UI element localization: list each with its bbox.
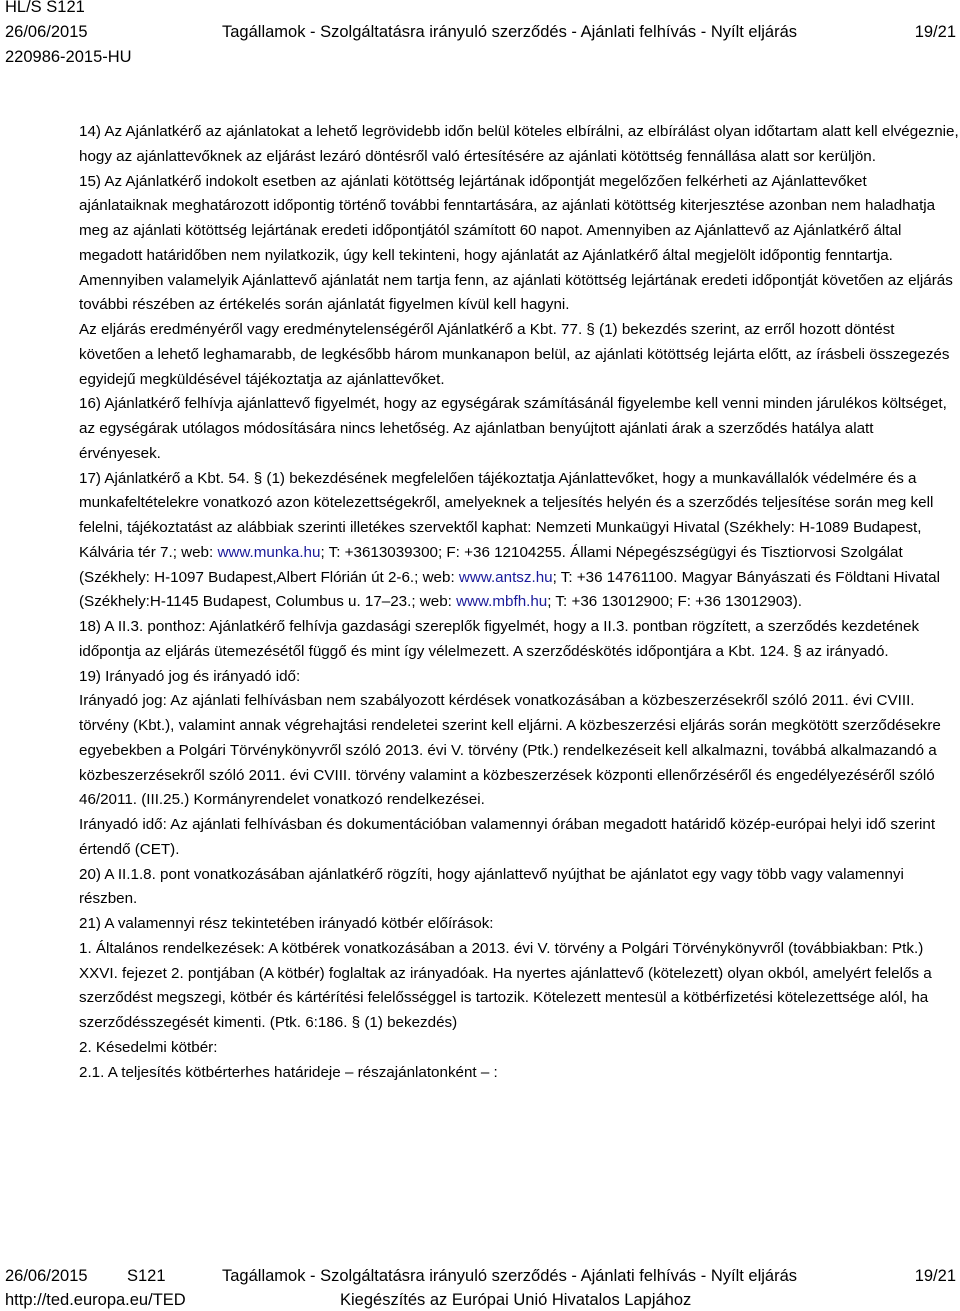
header-title: Tagállamok - Szolgáltatásra irányuló szerződés - Ajánlati felhívás - Nyílt eljárás [222, 23, 798, 41]
footer-series: S121 [127, 1267, 166, 1285]
paragraph-19-heading: 19) Irányadó jog és irányadó idő: [79, 667, 301, 685]
link-munka[interactable]: www.munka.hu [217, 543, 321, 561]
paragraph-17-text-4: ; T: +36 13012900; F: +36 13012903). [547, 593, 803, 611]
paragraph-19-law: Irányadó jog: Az ajánlati felhívásban nem szabályozott kérdések vonatkozásában a közbeszerzésekről szóló 2011. évi CVIII. törvény (Kbt.), valamint annak végrehajtási rendeletei szerint kell eljárni. A közbeszerzési eljárás során megkötött szerződésekre egyebekben a Polgári Törvénykönyvről szóló 2013. évi V. törvény (Ptk.) rendelkezéseit kell alkalmazni, továbbá alkalmazandó a közbeszerzésekről szóló 2011. évi CVIII. törvény valamint a közbeszerzések központi ellenőrzéséről és engedélyezéséről szóló 46/2011. (III.25.) Kormányrendelet vonatkozó rendelkezései. [79, 692, 941, 809]
document-body [79, 120, 959, 1085]
paragraph-19-time: Irányadó idő: Az ajánlati felhívásban és dokumentációban valamennyi órában megadott határidő közép-európai helyi idő szerint értendő (CET). [79, 816, 936, 858]
footer-publisher: Kiegészítés az Európai Unió Hivatalos Lapjához [340, 1291, 692, 1309]
paragraph-21-delay-heading: 2. Késedelmi kötbér: [79, 1038, 218, 1056]
paragraph-21-general: 1. Általános rendelkezések: A kötbérek vonatkozásában a 2013. évi V. törvény a Polgári Törvénykönyvről (továbbiakban: Ptk.) XXVI. fejezet 2. pontjában (A kötbér) foglaltak az irányadóak. Ha nyertes ajánlattevő (kötelezett) olyan okból, amelyért felelős a szerződést megszegi, kötbér és kártérítési felelősséggel is tartozik. Kötelezett mentesül a kötbérfizetési kötelezettsége alól, ha szerződésszegését kimenti. (Ptk. 6:186. § (1) bekezdés) [79, 939, 932, 1031]
paragraph-15-result: Az eljárás eredményéről vagy eredménytelenségéről Ajánlatkérő a Kbt. 77. § (1) bekezdés szerint, az erről hozott döntést követően a lehető leghamarabb, de legkésőbb három munkanapon belül, az ajánlati kötöttség lejárta előtt, az írásbeli összegezés egyidejű megküldésével tájékoztatja az ajánlattevőket. [79, 321, 950, 388]
header-doc-ref: HL/S S121 [5, 0, 85, 16]
link-antsz[interactable]: www.antsz.hu [458, 568, 553, 586]
paragraph-18: 18) A II.3. ponthoz: Ajánlatkérő felhívja gazdasági szereplők figyelmét, hogy a II.3. pontban rögzített, a szerződés kezdetének időpontja az eljárás ütemezésétől függő és mint így vélelmezett. A szerződéskötés időpontjára a Kbt. 124. § az irányadó. [79, 618, 920, 660]
paragraph-21-deadline: 2.1. A teljesítés kötbérterhes határideje – részajánlatonként – : [79, 1063, 498, 1081]
paragraph-17-text-3: ; T: +36 14761100. Magyar Bányászati és Földtani Hivatal (Székhely:H-1145 Budapest, Columbus u. 17–23.; web: [79, 568, 940, 611]
footer-page-number: 19/21 [914, 1267, 956, 1285]
footer-date: 26/06/2015 [5, 1267, 88, 1285]
link-mbfh[interactable]: www.mbfh.hu [456, 593, 548, 611]
paragraph-17-text-2: ; T: +3613039300; F: +36 12104255. Állami Népegészségügyi és Tisztiorvosi Szolgálat (Székhely: H-1097 Budapest,Albert Flórián út 2-6.; web: [79, 543, 903, 586]
footer-url[interactable]: http://ted.europa.eu/TED [5, 1291, 186, 1309]
paragraph-14: 14) Az Ajánlatkérő az ajánlatokat a lehető legrövidebb időn belül köteles elbírálni, az elbírálást olyan időtartam alatt kell elvégeznie, hogy az ajánlattevőknek az eljárást lezáró döntésről való értesítésére az ajánlati kötöttség fennállása alatt sor kerüljön. [79, 123, 959, 165]
paragraph-17 [79, 467, 959, 616]
footer-title: Tagállamok - Szolgáltatásra irányuló szerződés - Ajánlati felhívás - Nyílt eljárás [222, 1267, 798, 1285]
paragraph-15: 15) Az Ajánlatkérő indokolt esetben az ajánlati kötöttség lejártának időpontját megelőzően felkérheti az Ajánlattevőket ajánlataiknak meghatározott időpontig történő további fenntartására, az ajánlati kötöttség kiterjesztése azonban nem haladhatja meg az ajánlati kötöttség lejártának eredeti időpontjától számított 60 napot. Amennyiben az Ajánlattevő az Ajánlatkérő által megadott határidőben nem nyilatkozik, úgy kell tekinteni, hogy ajánlatát az Ajánlatkérő által megjelölt időpontig fenntartja. Amennyiben valamelyik Ajánlattevő ajánlatát nem tartja fenn, az ajánlati kötöttség lejártának eredeti időpontját követően az eljárás további részében az értékelés során ajánlatát figyelmen kívül kell hagyni. [79, 172, 953, 314]
header-date: 26/06/2015 [5, 23, 88, 41]
paragraph-21-heading: 21) A valamennyi rész tekintetében irányadó kötbér előírások: [79, 915, 494, 932]
paragraph-17-text-1: 17) Ajánlatkérő a Kbt. 54. § (1) bekezdésének megfelelően tájékoztatja Ajánlattevőket, hogy a munkavállalók védelmére és a munkafeltételekre vonatkozó azon kötelezettségekről, amelyeknek a teljesítés helyén és a szerződés teljesítése során meg kell felelni, tájékoztatást az alábbiak szerinti illetékes szervektől kaphat: Nemzeti Munkaügyi Hivatal (Székhely: H-1089 Budapest, Kálvária tér 7.; web: [79, 469, 934, 561]
header-page-number: 19/21 [914, 23, 956, 41]
header-notice-id: 220986-2015-HU [5, 48, 132, 66]
paragraph-20: 20) A II.1.8. pont vonatkozásában ajánlatkérő rögzíti, hogy ajánlattevő nyújthat be ajánlatot egy vagy több vagy valamennyi részben. [79, 865, 904, 908]
paragraph-16: 16) Ajánlatkérő felhívja ajánlattevő figyelmét, hogy az egységárak számításánál figyelembe kell venni minden járulékos költséget, az egységárak utólagos módosítására nincs lehetőség. Az ajánlatban benyújtott ajánlati árak a szerződés hatálya alatt érvényesek. [79, 395, 947, 462]
